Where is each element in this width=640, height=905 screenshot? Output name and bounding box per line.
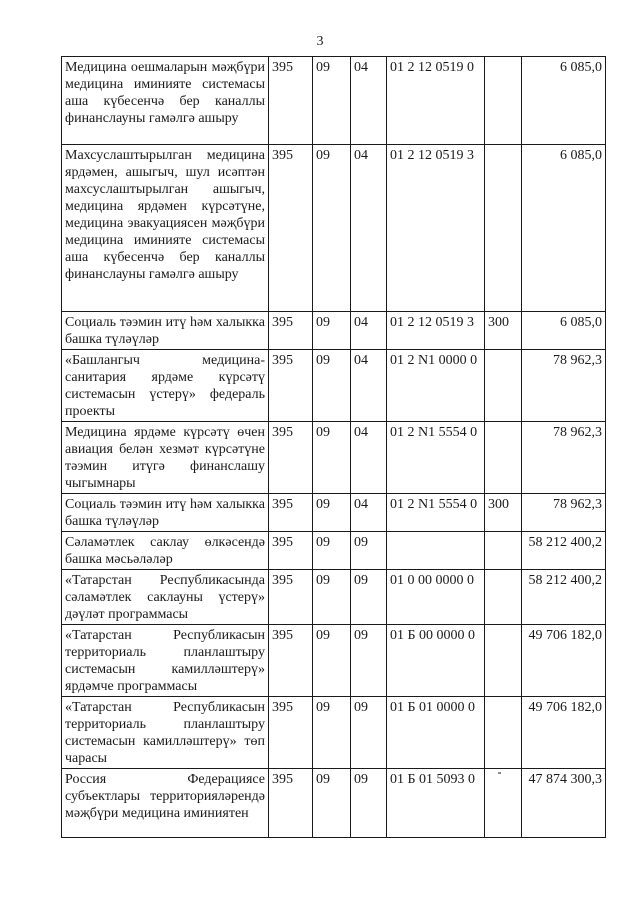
row-name: Социаль тәэмин итү һәм халыкка башка түләүләр [62, 312, 269, 350]
row-section-code: 09 [313, 145, 351, 312]
row-expense-type [485, 769, 522, 838]
row-expense-type [485, 625, 522, 697]
row-amount: 78 962,3 [522, 350, 606, 422]
row-subsection-code: 04 [351, 494, 387, 532]
row-section-code: 09 [313, 350, 351, 422]
row-subsection-code: 04 [351, 312, 387, 350]
row-section-code: 09 [313, 697, 351, 769]
table-row [62, 350, 606, 422]
row-amount: 6 085,0 [522, 145, 606, 312]
row-ministry-code: 395 [269, 697, 313, 769]
row-amount: 6 085,0 [522, 312, 606, 350]
row-name: «Татарстан Республикасында сәламәтлек саклауны үстерү» дәүләт программасы [62, 570, 269, 625]
row-amount: 47 874 300,3 [522, 769, 606, 838]
row-subsection-code: 09 [351, 697, 387, 769]
row-section-code: 09 [313, 494, 351, 532]
row-ministry-code: 395 [269, 145, 313, 312]
row-section-code: 09 [313, 312, 351, 350]
row-target-code: 01 2 N1 5554 0 [387, 494, 485, 532]
budget-table [61, 56, 606, 838]
row-name: Медицина оешмаларын мәҗбүри медицина иминияте системасы аша күбесенчә бер каналлы финанслауны гамәлгә ашыру [62, 57, 269, 145]
row-expense-type: 300 [485, 312, 522, 350]
row-expense-type [485, 422, 522, 494]
budget-table-body [62, 57, 606, 838]
row-expense-type: 300 [485, 494, 522, 532]
row-expense-type [485, 145, 522, 312]
row-name: Россия Федерациясе субъектлары территорияләрендә мәҗбүри медицина иминиятен [62, 769, 269, 838]
table-row [62, 57, 606, 145]
table-row [62, 494, 606, 532]
scan-speck [498, 772, 501, 774]
row-name: «Татарстан Республикасын территориаль планлаштыру системасын камилләштерү» ярдәмче программасы [62, 625, 269, 697]
table-row [62, 697, 606, 769]
row-amount: 49 706 182,0 [522, 625, 606, 697]
row-name: «Башлангыч медицина-санитария ярдәме күрсәтү системасын үстерү» федераль проекты [62, 350, 269, 422]
row-target-code: 01 0 00 0000 0 [387, 570, 485, 625]
row-amount: 78 962,3 [522, 422, 606, 494]
row-section-code: 09 [313, 57, 351, 145]
row-subsection-code: 09 [351, 570, 387, 625]
row-expense-type [485, 532, 522, 570]
row-target-code: 01 2 12 0519 3 [387, 312, 485, 350]
row-section-code: 09 [313, 570, 351, 625]
table-row [62, 570, 606, 625]
row-subsection-code: 09 [351, 769, 387, 838]
row-amount: 49 706 182,0 [522, 697, 606, 769]
row-subsection-code: 09 [351, 532, 387, 570]
row-name: Махсуслаштырылган медицина ярдәмен, ашыгыч, шул исәптән махсуслаштырылган ашыгыч, медицина ярдәмен күрсәтүне, медицина эвакуациясен мәҗбүри медицина иминияте системасы аша күбесенчә бер каналлы финанслауны гамәлгә ашыру [62, 145, 269, 312]
row-amount: 58 212 400,2 [522, 532, 606, 570]
row-section-code: 09 [313, 532, 351, 570]
row-target-code: 01 2 N1 5554 0 [387, 422, 485, 494]
row-section-code: 09 [313, 422, 351, 494]
row-ministry-code: 395 [269, 570, 313, 625]
row-expense-type [485, 570, 522, 625]
row-expense-type [485, 57, 522, 145]
row-name: Медицина ярдәме күрсәтү өчен авиация белән хезмәт күрсәтүне тәэмин итүгә финанслашу чыгымнары [62, 422, 269, 494]
row-name: «Татарстан Республикасын территориаль планлаштыру системасын камилләштерү» төп чарасы [62, 697, 269, 769]
row-name: Сәламәтлек саклау өлкәсендә башка мәсьәләләр [62, 532, 269, 570]
table-row [62, 625, 606, 697]
row-name: Социаль тәэмин итү һәм халыкка башка түләүләр [62, 494, 269, 532]
row-target-code: 01 2 N1 0000 0 [387, 350, 485, 422]
row-target-code: 01 2 12 0519 0 [387, 57, 485, 145]
row-subsection-code: 04 [351, 145, 387, 312]
table-row [62, 769, 606, 838]
table-row [62, 145, 606, 312]
row-ministry-code: 395 [269, 625, 313, 697]
row-expense-type [485, 350, 522, 422]
row-target-code: 01 Б 01 5093 0 [387, 769, 485, 838]
row-amount: 78 962,3 [522, 494, 606, 532]
row-ministry-code: 395 [269, 312, 313, 350]
row-target-code: 01 2 12 0519 3 [387, 145, 485, 312]
page-number: 3 [316, 34, 324, 49]
row-section-code: 09 [313, 769, 351, 838]
row-ministry-code: 395 [269, 532, 313, 570]
row-target-code: 01 Б 00 0000 0 [387, 625, 485, 697]
row-amount: 6 085,0 [522, 57, 606, 145]
row-amount: 58 212 400,2 [522, 570, 606, 625]
row-subsection-code: 09 [351, 625, 387, 697]
row-subsection-code: 04 [351, 350, 387, 422]
table-row [62, 422, 606, 494]
row-ministry-code: 395 [269, 769, 313, 838]
row-subsection-code: 04 [351, 422, 387, 494]
table-row [62, 532, 606, 570]
row-ministry-code: 395 [269, 494, 313, 532]
row-target-code [387, 532, 485, 570]
row-subsection-code: 04 [351, 57, 387, 145]
row-target-code: 01 Б 01 0000 0 [387, 697, 485, 769]
row-expense-type [485, 697, 522, 769]
row-ministry-code: 395 [269, 350, 313, 422]
row-ministry-code: 395 [269, 422, 313, 494]
row-ministry-code: 395 [269, 57, 313, 145]
table-row [62, 312, 606, 350]
row-section-code: 09 [313, 625, 351, 697]
